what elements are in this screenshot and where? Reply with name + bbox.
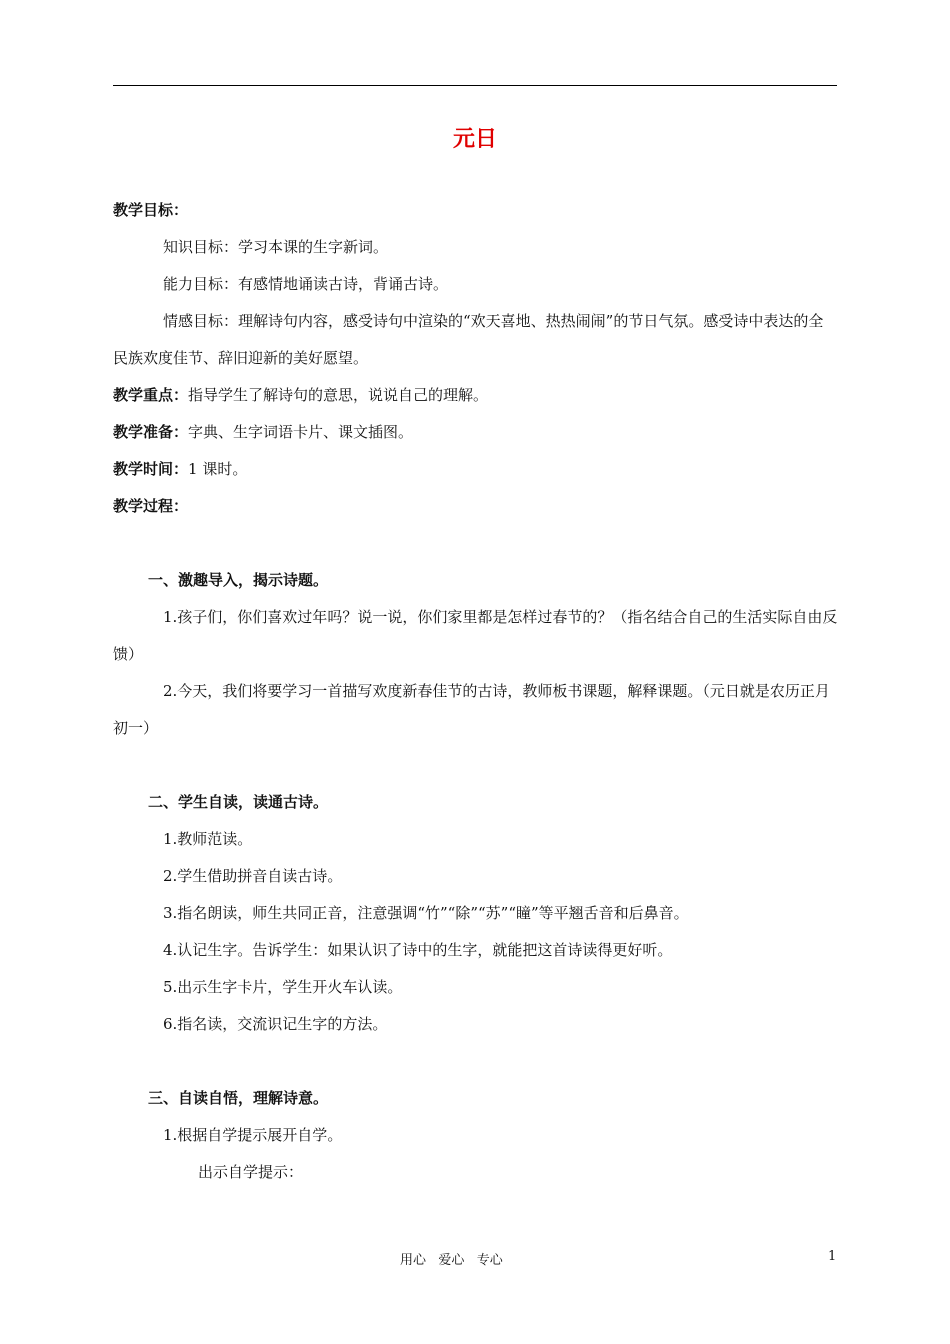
duration [113, 451, 838, 488]
section-item: 1.孩子们，你们喜欢过年吗？说一说，你们家里都是怎样过春节的？（指名结合自己的生活实际自由反馈） [113, 608, 838, 663]
preparation-label: 教学准备： [113, 423, 189, 441]
objectives-heading: 教学目标： [113, 201, 189, 219]
section-item: 6.指名读，交流识记生字的方法。 [163, 1015, 388, 1033]
key-point-label: 教学重点： [113, 386, 189, 404]
section-item: 2.学生借助拼音自读古诗。 [163, 867, 343, 885]
section-subitem: 出示自学提示： [198, 1163, 304, 1181]
preparation [113, 414, 838, 451]
section-item: 4.认记生字。告诉学生：如果认识了诗中的生字，就能把这首诗读得更好听。 [163, 941, 673, 959]
page-number: 1 [828, 1249, 837, 1264]
process-heading: 教学过程： [113, 497, 189, 515]
spacer [113, 1043, 838, 1080]
key-point [113, 377, 838, 414]
section-item: 3.指名朗读，师生共同正音，注意强调“竹”“除”“苏”“瞳”等平翘舌音和后鼻音。 [163, 904, 689, 922]
section-heading: 三、自读自悟，理解诗意。 [148, 1089, 329, 1107]
section-item: 2.今天，我们将要学习一首描写欢度新春佳节的古诗，教师板书课题，解释课题。（元日就是农历正月初一） [113, 682, 830, 737]
spacer [113, 525, 838, 562]
section-item: 1.根据自学提示展开自学。 [163, 1126, 343, 1144]
section-item: 1.教师范读。 [163, 830, 253, 848]
duration-text: 1 课时。 [188, 460, 248, 478]
page-title: 元日 [452, 127, 497, 152]
footer-motto: 用心 爱心 专心 [400, 1253, 503, 1268]
key-point-text: 指导学生了解诗句的意思，说说自己的理解。 [188, 386, 489, 404]
objective-emotion: 情感目标：理解诗句内容，感受诗句中渲染的“欢天喜地、热热闹闹”的节日气氛。感受诗中表达的全民族欢度佳节、辞旧迎新的美好愿望。 [113, 312, 824, 367]
section-heading: 一、激趣导入，揭示诗题。 [148, 571, 329, 589]
spacer [113, 747, 838, 784]
duration-label: 教学时间： [113, 460, 189, 478]
objective-ability: 能力目标：有感情地诵读古诗，背诵古诗。 [163, 275, 449, 293]
document-body [113, 192, 838, 1191]
objective-knowledge: 知识目标：学习本课的生字新词。 [163, 238, 389, 256]
preparation-text: 字典、生字词语卡片、课文插图。 [188, 423, 414, 441]
section-heading: 二、学生自读，读通古诗。 [148, 793, 329, 811]
section-item: 5.出示生字卡片，学生开火车认读。 [163, 978, 403, 996]
header-rule [113, 85, 837, 86]
